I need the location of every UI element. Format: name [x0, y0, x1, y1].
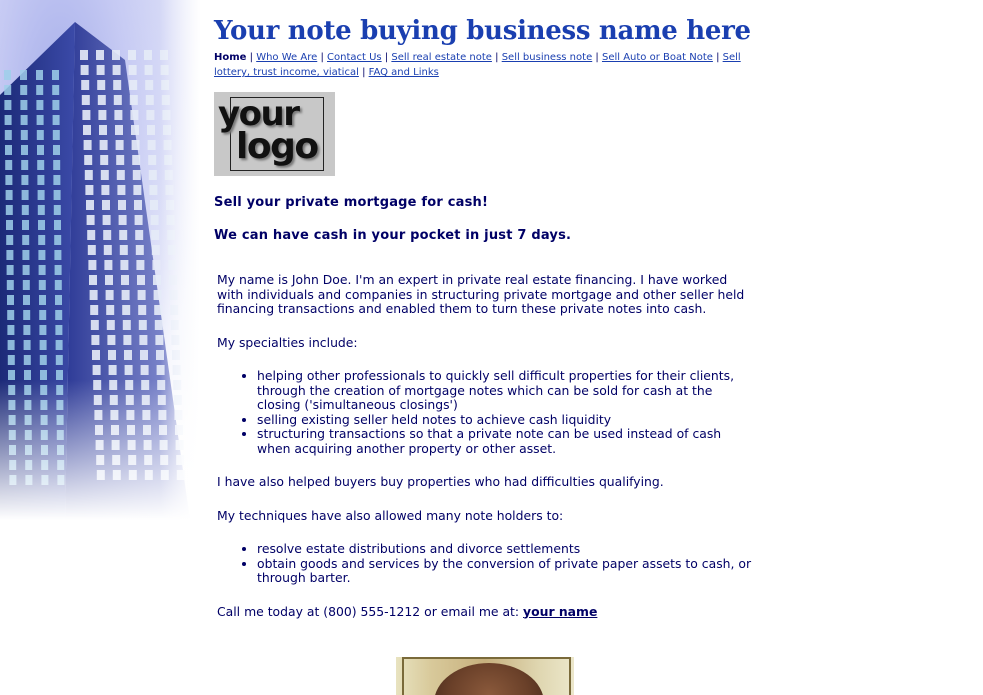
site-title: Your note buying business name here	[214, 16, 751, 46]
headline-primary: Sell your private mortgage for cash!	[214, 195, 489, 210]
nav-who-we-are[interactable]: Who We Are	[256, 52, 318, 63]
company-logo	[214, 92, 335, 176]
body-copy	[217, 273, 757, 619]
nav-contact-us[interactable]: Contact Us	[327, 52, 382, 63]
nav-separator: |	[595, 52, 599, 63]
list-item: • selling existing seller held notes to achieve cash liquidity	[257, 413, 757, 428]
nav-separator: |	[716, 52, 720, 63]
top-navigation	[214, 50, 744, 80]
owner-photo	[396, 657, 574, 695]
specialties-heading: My specialties include:	[217, 334, 358, 350]
nav-sell-business-note[interactable]: Sell business note	[501, 52, 593, 63]
nav-separator: |	[320, 52, 324, 63]
nav-separator: |	[384, 52, 389, 63]
list-item: • obtain goods and services by the conversion of private paper assets to cash, or through barter.	[257, 557, 757, 586]
nav-sell-auto-boat-note[interactable]: Sell Auto or Boat Note	[601, 52, 713, 63]
list-item: • structuring transactions so that a private note can be used instead of cash when acquiring another property or other asset.	[257, 427, 757, 456]
nav-sell-real-estate-note[interactable]: Sell real estate note	[391, 52, 492, 63]
nav-separator: |	[249, 52, 254, 63]
nav-sell-lottery-trust-viatical[interactable]: Sell lottery, trust income, viatical	[214, 52, 741, 78]
call-to-action	[217, 605, 757, 620]
list-item: • helping other professionals to quickly sell difficult properties for their clients, through the creation of mortgage notes which can be sold for cash at the closing ('simultaneous closings')	[257, 369, 757, 413]
photo-frame	[402, 657, 571, 695]
nav-home[interactable]: Home	[214, 52, 247, 63]
email-link[interactable]: your name	[523, 603, 598, 619]
nav-faq-and-links[interactable]: FAQ and Links	[368, 67, 439, 78]
techniques-list	[217, 542, 757, 586]
specialties-list	[217, 369, 757, 456]
main-content	[214, 14, 764, 638]
intro-paragraph: My name is John Doe. I'm an expert in private real estate financing. I have worked with individuals and companies in structuring private mortgage and other seller held financing transactions and enabled them to turn these private notes into cash.	[217, 272, 745, 316]
techniques-heading: My techniques have also allowed many note holders to:	[217, 507, 564, 523]
building-graphic	[0, 0, 200, 520]
nav-separator: |	[362, 67, 366, 78]
logo-text-line2: logo	[236, 126, 318, 167]
list-item: • resolve estate distributions and divorce settlements	[257, 542, 757, 557]
logo-text-line1: your	[218, 94, 299, 134]
cta-text: Call me today at (800) 555-1212 or email me at:	[217, 603, 524, 619]
building-fade-right	[160, 0, 200, 520]
nav-separator: |	[495, 52, 499, 63]
headline-secondary: We can have cash in your pocket in just 7 days.	[214, 228, 572, 243]
buyers-paragraph: I have also helped buyers buy properties who had difficulties qualifying.	[217, 474, 664, 489]
